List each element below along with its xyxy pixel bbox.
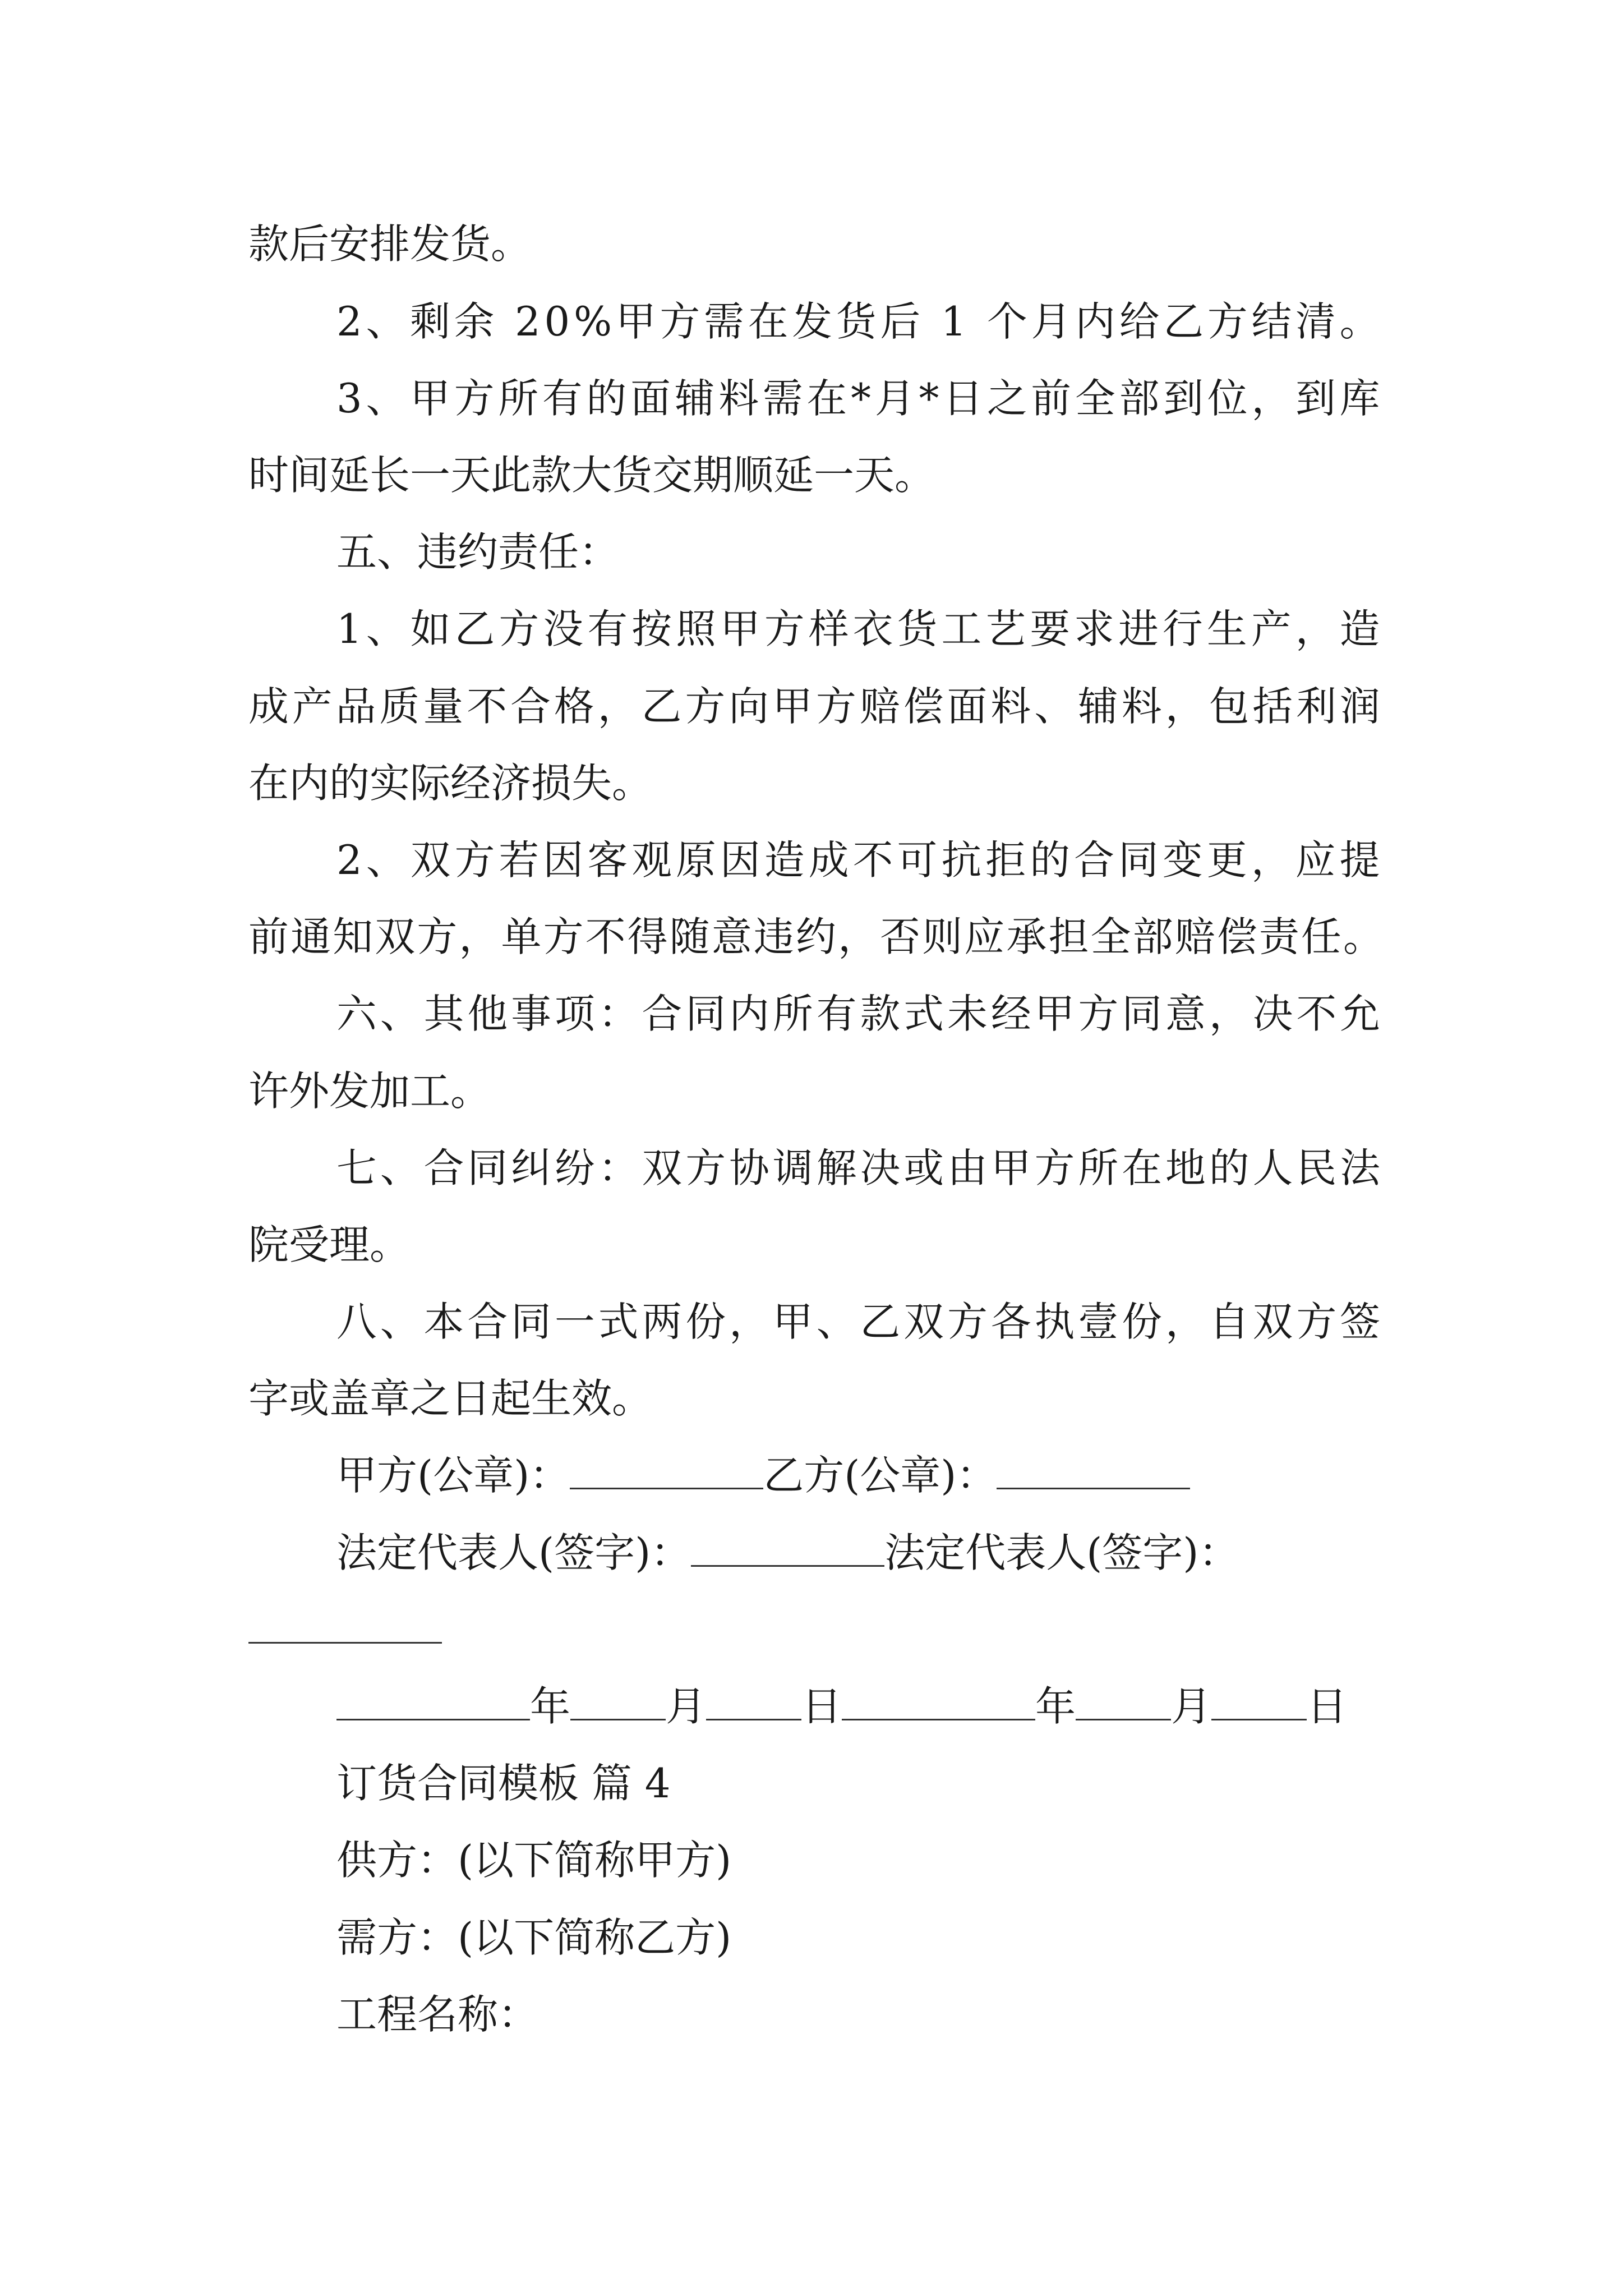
text-line: 款后安排发货。	[248, 220, 532, 268]
project-name-line: 工程名称：	[336, 1991, 539, 2038]
buyer-line: 需方：(以下简称乙方)	[336, 1914, 732, 1961]
representative-row	[336, 1525, 1239, 1581]
month-a-blank[interactable]	[570, 1678, 666, 1720]
rep-b-label: 法定代表人(签字)：	[884, 1529, 1239, 1576]
text-line: 2、双方若因客观原因造成不可抗拒的合同变更，应提	[336, 836, 1384, 884]
text-line: 许外发加工。	[248, 1068, 491, 1115]
party-a-seal-label: 甲方(公章)：	[336, 1452, 570, 1499]
year-b-label: 年	[1035, 1683, 1076, 1730]
section-heading: 五、违约责任：	[336, 528, 620, 576]
text-line: 字或盖章之日起生效。	[248, 1375, 653, 1422]
day-a-label: 日	[801, 1683, 842, 1730]
year-a-blank[interactable]	[336, 1678, 530, 1720]
year-a-label: 年	[530, 1683, 571, 1730]
text-line: 2、剩余 20%甲方需在发货后 1 个月内给乙方结清。	[336, 298, 1384, 345]
party-a-seal-blank[interactable]	[570, 1447, 763, 1489]
section-heading: 八、本合同一式两份，甲、乙双方各执壹份，自双方签	[336, 1298, 1384, 1345]
section-heading: 七、合同纠纷：双方协调解决或由甲方所在地的人民法	[336, 1144, 1384, 1191]
party-b-seal-blank[interactable]	[997, 1447, 1190, 1489]
party-b-seal-label: 乙方(公章)：	[763, 1452, 997, 1499]
text-line: 3、甲方所有的面辅料需在*月*日之前全部到位，到库	[336, 375, 1384, 422]
supplier-line: 供方：(以下简称甲方)	[336, 1837, 732, 1884]
day-b-blank[interactable]	[1211, 1678, 1307, 1720]
text-line: 时间延长一天此款大货交期顺延一天。	[248, 452, 935, 499]
text-line: 成产品质量不合格，乙方向甲方赔偿面料、辅料，包括利润	[248, 683, 1384, 730]
date-row	[336, 1678, 1347, 1734]
month-b-label: 月	[1171, 1683, 1212, 1730]
rep-a-label: 法定代表人(签字)：	[336, 1529, 691, 1576]
seal-row	[336, 1447, 1190, 1503]
month-b-blank[interactable]	[1076, 1678, 1171, 1720]
day-a-blank[interactable]	[706, 1678, 801, 1720]
section-heading: 六、其他事项：合同内所有款式未经甲方同意，决不允	[336, 990, 1384, 1037]
month-a-label: 月	[666, 1683, 707, 1730]
text-line: 前通知双方，单方不得随意违约，否则应承担全部赔偿责任。	[248, 913, 1386, 960]
section-title: 订货合同模板 篇 4	[336, 1760, 671, 1807]
rep-b-blank-row	[248, 1602, 442, 1658]
text-line: 1、如乙方没有按照甲方样衣货工艺要求进行生产，造	[336, 605, 1384, 652]
text-line: 在内的实际经济损失。	[248, 760, 653, 807]
year-b-blank[interactable]	[842, 1678, 1035, 1720]
rep-b-blank[interactable]	[248, 1602, 442, 1644]
text-line: 院受理。	[248, 1221, 411, 1268]
rep-a-blank[interactable]	[691, 1525, 884, 1567]
day-b-label: 日	[1307, 1683, 1348, 1730]
